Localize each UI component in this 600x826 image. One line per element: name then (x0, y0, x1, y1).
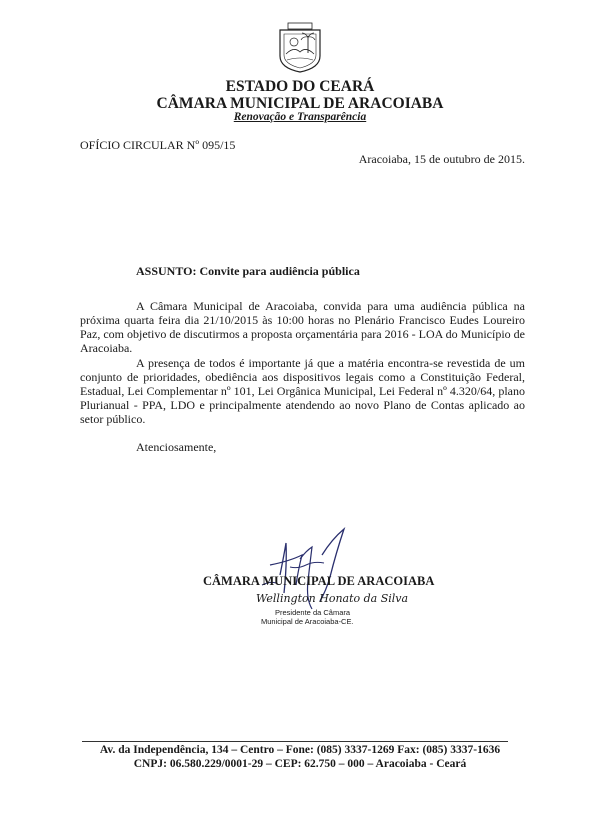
letter-date: Aracoiaba, 15 de outubro de 2015. (358, 152, 525, 166)
letter-subject (136, 264, 360, 279)
footer-address: Av. da Independência, 134 – Centro – Fone: (085) 3337-1269 Fax: (085) 3337-1636 (99, 744, 501, 756)
letter-reference: OFÍCIO CIRCULAR Nº 095/15 (80, 138, 236, 152)
header-institution: CÂMARA MUNICIPAL DE ARACOIABA (156, 95, 444, 112)
paragraph-importance: A presença de todos é importante já que a matéria encontra-se revestida de um conjunto de prioridades, obediência aos dispositivos legais como a Constituição Federal, Estadual, Lei Complementar nº 101, Lei Orgânica Municipal, Lei Federal nº 4.320/64, plano Plurianual - PPA, LDO e principalmente atendendo ao novo Plano de Contas aplicado ao setor público. (80, 356, 525, 426)
signatory-name: Wellington Honato da Silva (256, 592, 409, 605)
footer-divider (82, 741, 508, 742)
letter-closing: Atenciosamente, (136, 440, 217, 454)
subject-text: Convite para audiência pública (199, 264, 360, 278)
subject-label: ASSUNTO: (136, 264, 197, 278)
signature-organization: CÂMARA MUNICIPAL DE ARACOIABA (203, 574, 435, 588)
footer-registry: CNPJ: 06.580.229/0001-29 – CEP: 62.750 – 000 – Aracoiaba - Ceará (133, 758, 467, 770)
header-motto: Renovação e Transparência (233, 111, 367, 123)
header-state: ESTADO DO CEARÁ (225, 78, 375, 95)
coat-of-arms-icon (270, 22, 330, 74)
signatory-title: Presidente da Câmara (275, 608, 351, 617)
paragraph-invitation: A Câmara Municipal de Aracoiaba, convida para uma audiência pública na próxima quarta feira dia 21/10/2015 às 10:00 horas no Plenário Francisco Eudes Loureiro Paz, com objetivo de discutirmos a proposta orçamentária para 2016 - LOA do Município de Aracoiaba. (80, 299, 525, 355)
signatory-municipality: Municipal de Aracoiaba-CE. (261, 617, 354, 626)
